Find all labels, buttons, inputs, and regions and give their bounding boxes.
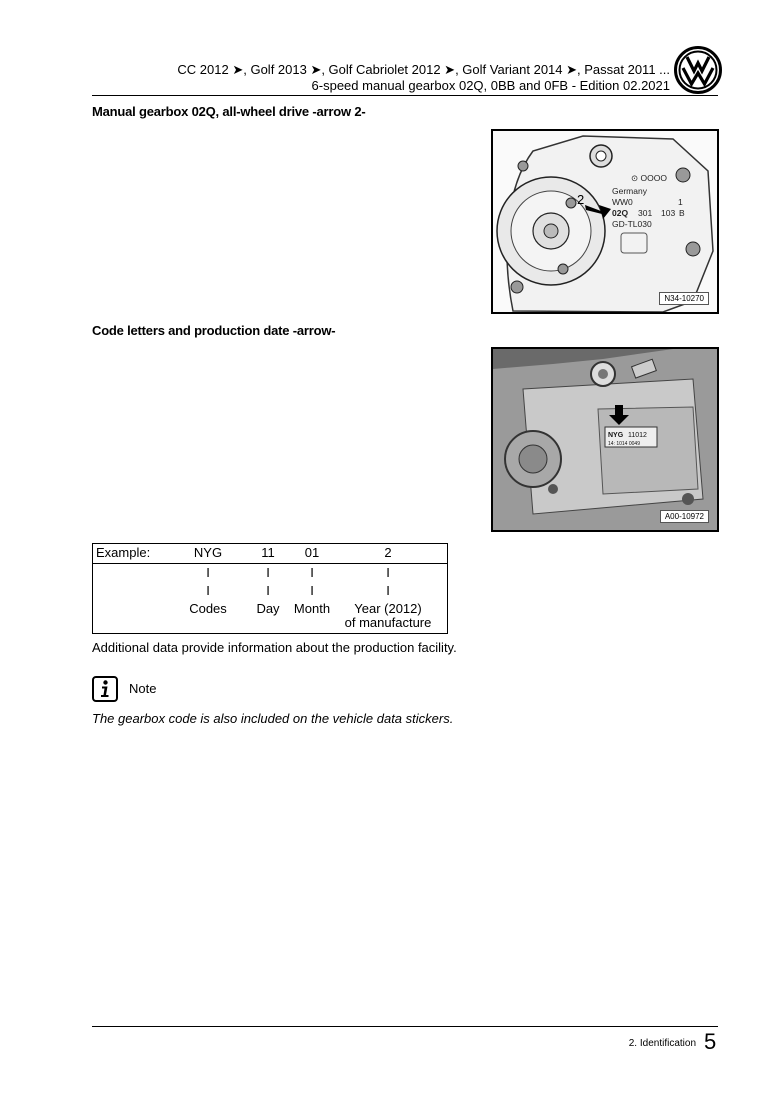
separator: I — [310, 565, 314, 580]
plate-gd: GD-TL030 — [612, 219, 652, 229]
header-vehicle-list: CC 2012 ➤, Golf 2013 ➤, Golf Cabriolet 2012 ➤, Golf Variant 2014 ➤, Passat 2011 ... — [177, 62, 670, 77]
label-of-manufacture: of manufacture — [344, 615, 432, 630]
plate-b: B — [679, 208, 685, 218]
plate-country: Germany — [612, 186, 647, 196]
header-manual-title: 6-speed manual gearbox 02Q, 0BB and 0FB - Edition 02.2021 — [311, 78, 670, 93]
label-code: NYG — [608, 432, 624, 439]
example-code: NYG — [193, 545, 223, 560]
info-icon — [92, 676, 118, 702]
label-number: 11012 — [628, 432, 647, 439]
label-codes: Codes — [189, 601, 227, 616]
section-heading-gearbox: Manual gearbox 02Q, all-wheel drive -arrow 2- — [92, 104, 366, 119]
figure-gearbox-02q — [491, 129, 719, 314]
separator: I — [266, 583, 270, 598]
gearbox-photo — [493, 349, 717, 530]
label-sub: 14: 1014 0049 — [608, 441, 640, 447]
vw-logo — [674, 46, 722, 94]
audi-rings-mark: ⊙ OOOO — [631, 173, 667, 183]
label-day: Day — [256, 601, 280, 616]
separator: I — [310, 583, 314, 598]
note-text: The gearbox code is also included on the vehicle data stickers. — [92, 711, 454, 726]
footer-section: 2. Identification — [628, 1038, 696, 1049]
example-table — [92, 543, 448, 634]
figure-id: A00-10972 — [660, 510, 709, 523]
header-rule — [92, 95, 718, 96]
separator: I — [266, 565, 270, 580]
separator: I — [386, 565, 390, 580]
separator: I — [206, 583, 210, 598]
example-year: 2 — [384, 545, 392, 560]
footer-page-number: 5 — [704, 1029, 717, 1054]
plate-ww0: WW0 — [612, 197, 633, 207]
footer-rule — [92, 1026, 718, 1027]
plate-301: 301 — [638, 208, 653, 218]
example-month: 01 — [304, 545, 320, 560]
label-year: Year (2012) — [354, 601, 422, 616]
separator: I — [206, 565, 210, 580]
separator: I — [386, 583, 390, 598]
example-day: 11 — [261, 545, 275, 560]
plate-103: 103 — [661, 208, 676, 218]
additional-data-text: Additional data provide information about the production facility. — [92, 640, 457, 655]
gearbox-illustration — [493, 131, 717, 312]
plate-gearbox-code: 02Q — [612, 208, 629, 218]
figure-id: N34-10270 — [659, 292, 709, 305]
section-heading-code-letters: Code letters and production date -arrow- — [92, 323, 336, 338]
figure-callout-2: 2 — [577, 192, 585, 207]
example-label: Example: — [96, 545, 151, 560]
plate-one: 1 — [678, 197, 683, 207]
figure-code-label — [491, 347, 719, 532]
note-title: Note — [129, 681, 157, 696]
label-month: Month — [293, 601, 331, 616]
